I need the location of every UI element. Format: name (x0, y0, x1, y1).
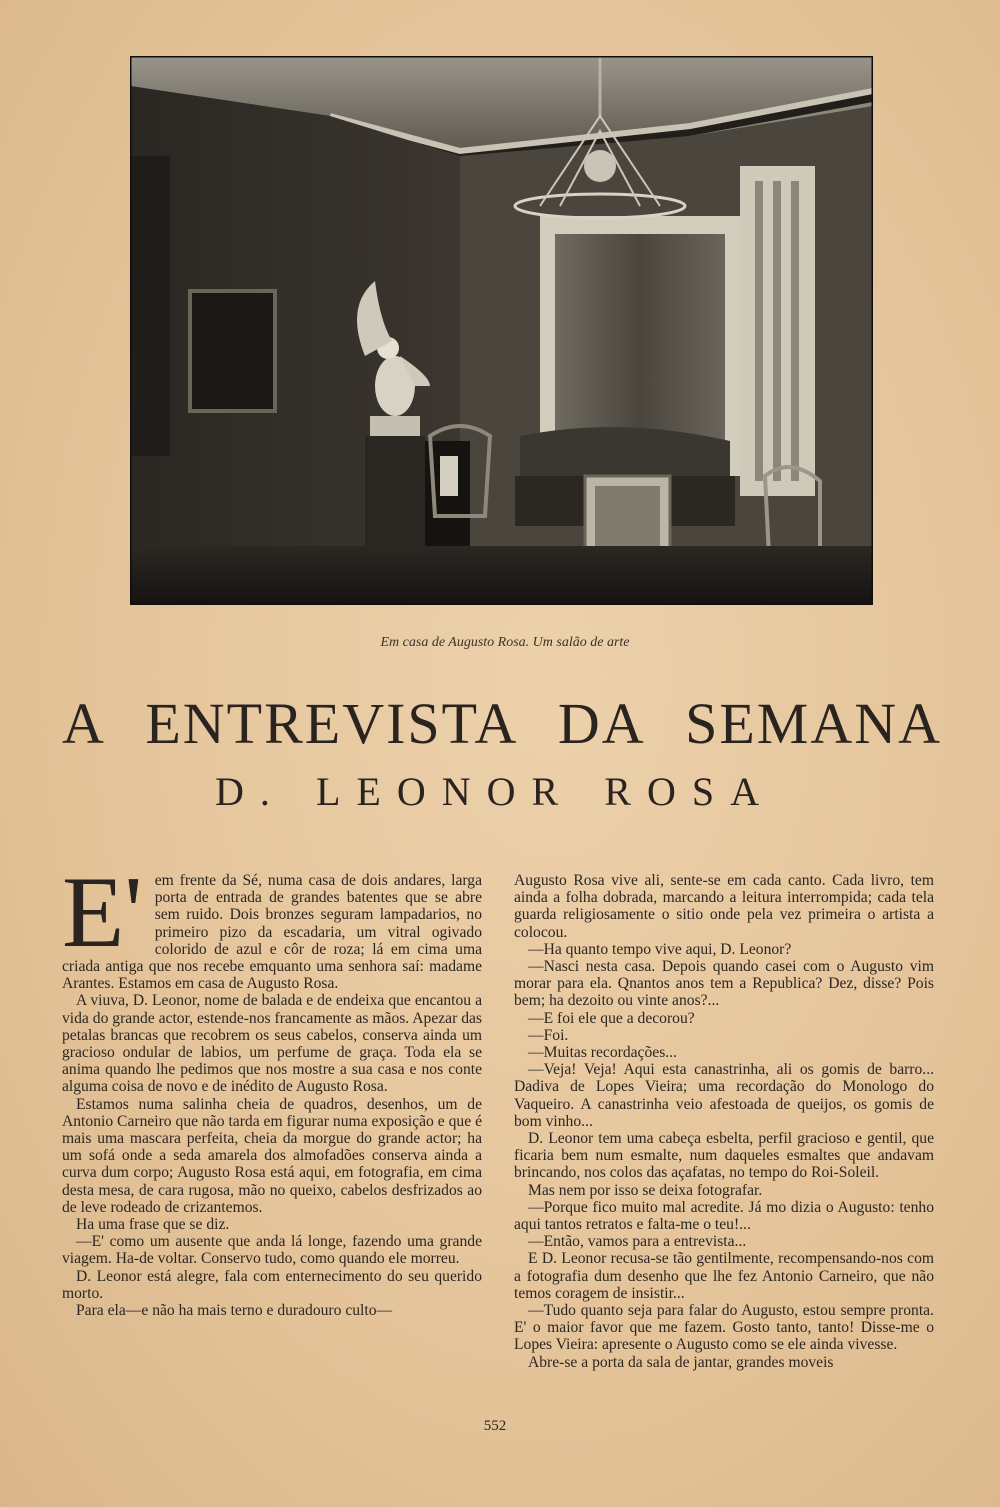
paragraph: D. Leonor tem uma cabeça esbelta, perfil gracioso e gentil, que ficaria bem num esmalte, num daqueles esmaltes que andavam brincando, nos colos das açafatas, no tempo do Roi-Soleil. (514, 1130, 934, 1182)
photo-caption: Em casa de Augusto Rosa. Um salão de arte (380, 635, 630, 650)
paragraph: —E foi ele que a decorou? (528, 1009, 695, 1027)
paragraph: —Nasci nesta casa. Depois quando casei com o Augusto vim morar para ela. Qnantos anos tem a Republica? Dez, disse? Pois bem; ha dezoito ou vinte anos?... (514, 958, 934, 1010)
article-column-right (514, 872, 934, 1371)
paragraph: Augusto Rosa vive ali, sente-se em cada canto. Cada livro, tem ainda a folha dobrada, marcando a leitura interrompida; cada tela guarda religiosamente o sitio onde pela vez primeira o artista a colocou. (514, 872, 934, 941)
salon-photograph (130, 56, 873, 605)
article-headline: A ENTREVISTA DA SEMANA (62, 691, 942, 756)
paragraph: —Ha quanto tempo vive aqui, D. Leonor? (528, 940, 792, 958)
article-column-left (62, 856, 482, 1320)
paragraph: A viuva, D. Leonor, nome de balada e de endeixa que encantou a vida do grande actor, estende-nos francamente as mãos. Apezar das petalas brancas que recobrem os seus cabelos, conserva ainda um gracioso ondular de labios, um perfume de graça. Toda ela se anima quando lhe pedimos que nos mostre a sua casa e nos conte alguma coisa de novo e de inédito de Augusto Rosa. (62, 992, 482, 1096)
paragraph: —Tudo quanto seja para falar do Augusto, estou sempre pronta. E' o maior favor que me fazem. Gosto tanto, tanto! Disse-me o Lopes Vieira: apresente o Augusto como se ele ainda vivesse. (514, 1302, 934, 1354)
paragraph: —Muitas recordações... (528, 1044, 677, 1062)
paragraph: E D. Leonor recusa-se tão gentilmente, recompensando-nos com a fotografia dum desenho que lhe fez Antonio Carneiro, que não temos coragem de insistir... (514, 1250, 934, 1302)
paragraph: —Foi. (528, 1026, 569, 1044)
paragraph: Mas nem por isso se deixa fotografar. (528, 1181, 763, 1199)
article-subheadline: D. LEONOR ROSA (215, 769, 775, 814)
page-number: 552 (483, 1418, 507, 1434)
paragraph: Ha uma frase que se diz. (76, 1216, 230, 1234)
paragraph: —Porque fico muito mal acredite. Já mo dizia o Augusto: tenho aqui tantos retratos e falta-me o teu!... (514, 1198, 934, 1234)
paragraph: —Então, vamos para a entrevista... (528, 1233, 747, 1251)
paragraph: Para ela—e não ha mais terno e duradouro culto— (76, 1302, 393, 1320)
paragraph: —E' como um ausente que anda lá longe, fazendo uma grande viagem. Ha-de voltar. Conservo tudo, como quando ele morreu. (62, 1233, 482, 1268)
paragraph: Abre-se a porta da sala de jantar, grandes moveis (528, 1353, 834, 1371)
paragraph: —Veja! Veja! Aqui esta canastrinha, ali os gomis de barro... Dadiva de Lopes Vieira; uma recordação do Monologo do Vaqueiro. A canastrinha veio afestoada de queijos, os gomis de bom vinho... (514, 1061, 934, 1130)
paragraph: Estamos numa salinha cheia de quadros, desenhos, um de Antonio Carneiro que não tarda em figurar numa exposição e que é mais uma mascara perfeita, cheia da morgue do grande actor; ha um sofá onde a seda amarela dos almofadões conserva ainda a curva dum corpo; Augusto Rosa está aqui, em fotografia, em cima desta mesa, de cara rugosa, mão no queixo, cabelos desfrizados ao de leve rodeado de crizantemos. (62, 1095, 482, 1216)
paragraph: D. Leonor está alegre, fala com enternecimento do seu querido morto. (62, 1267, 482, 1302)
drop-cap: E' (62, 856, 143, 969)
salon-photo-illustration (130, 56, 873, 605)
paragraph: em frente da Sé, numa casa de dois andares, larga porta de entrada de grandes batentes que se abre sem ruido. Dois bronzes seguram lampadarios, no primeiro pizo da escadaria, um vitral ogivado colorido de azul e côr de roza; lá em cima uma criada antiga que nos recebe emquanto uma senhora saí: madame Arantes. Estamos em casa de Augusto Rosa. (62, 872, 482, 993)
